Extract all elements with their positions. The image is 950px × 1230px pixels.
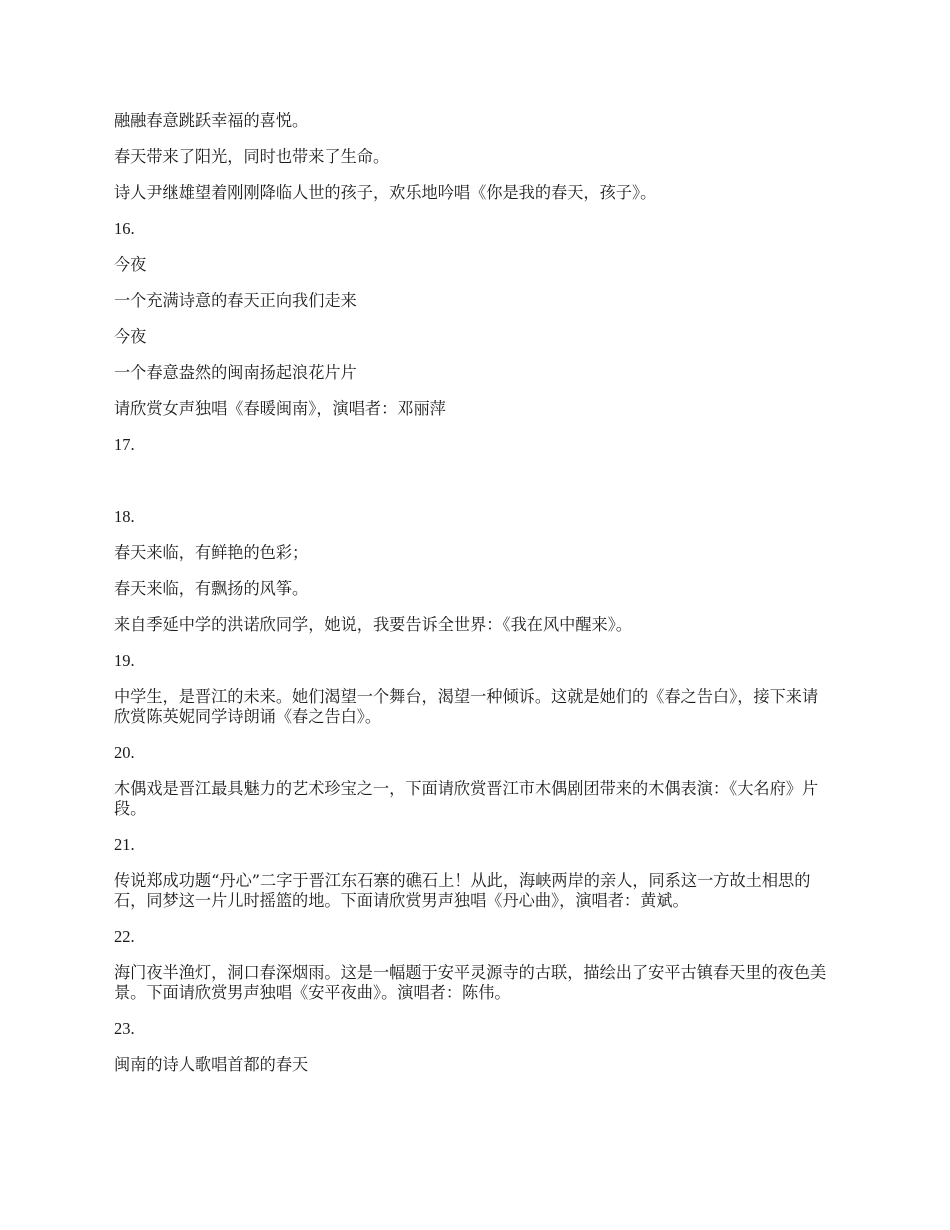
paragraph: 今夜	[114, 255, 147, 274]
section-number: 23.	[114, 1019, 135, 1038]
paragraph: 传说郑成功题“丹心”二字于晋江东石寨的礁石上！从此，海峡两岸的亲人，同系这一方故土相思的石，同梦这一片儿时摇篮的地。下面请欣赏男声独唱《丹心曲》，演唱者：黄斌。	[114, 871, 811, 910]
paragraph: 请欣赏女声独唱《春暖闽南》，演唱者：邓丽萍	[114, 399, 446, 418]
paragraph: 来自季延中学的洪诺欣同学，她说，我要告诉全世界：《我在风中醒来》。	[114, 615, 632, 634]
paragraph: 海门夜半渔灯，洞口春深烟雨。这是一幅题于安平灵源寺的古联，描绘出了安平古镇春天里的夜色美景。下面请欣赏男声独唱《安平夜曲》。演唱者：陈伟。	[114, 963, 827, 1002]
paragraph: 中学生，是晋江的未来。她们渴望一个舞台，渴望一种倾诉。这就是她们的《春之告白》，接下来请欣赏陈英妮同学诗朗诵《春之告白》。	[114, 687, 819, 726]
paragraph: 木偶戏是晋江最具魅力的艺术珍宝之一，下面请欣赏晋江市木偶剧团带来的木偶表演：《大名府》片段。	[114, 779, 819, 818]
section-number: 17.	[114, 435, 135, 454]
section-number: 20.	[114, 743, 135, 762]
paragraph: 春天来临，有鲜艳的色彩；	[114, 543, 309, 562]
section-number: 22.	[114, 927, 135, 946]
section-number: 19.	[114, 651, 135, 670]
empty-section-gap	[114, 471, 830, 507]
paragraph: 春天带来了阳光，同时也带来了生命。	[114, 147, 390, 166]
paragraph: 春天来临，有飘扬的风筝。	[114, 579, 309, 598]
paragraph: 一个春意盎然的闽南扬起浪花片片	[114, 363, 357, 382]
paragraph: 一个充满诗意的春天正向我们走来	[114, 291, 357, 310]
paragraph: 今夜	[114, 327, 147, 346]
section-number: 21.	[114, 835, 135, 854]
paragraph: 诗人尹继雄望着刚刚降临人世的孩子，欢乐地吟唱《你是我的春天，孩子》。	[114, 183, 657, 202]
paragraph: 融融春意跳跃幸福的喜悦。	[114, 111, 309, 130]
section-number: 18.	[114, 507, 135, 526]
section-number: 16.	[114, 219, 135, 238]
paragraph: 闽南的诗人歌唱首都的春天	[114, 1055, 309, 1074]
